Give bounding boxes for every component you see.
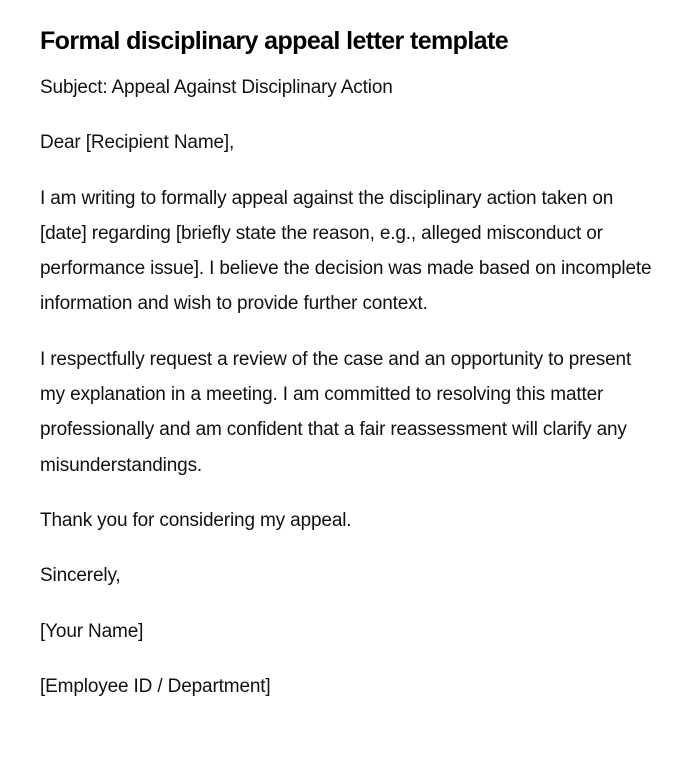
body-paragraph-1: I am writing to formally appeal against the disciplinary action taken on [date] regarding [briefly state the reason, e.g., alleged misconduct or performance issue]. I believe the decision was made based on incomplete information and wish to provide further context. [40,187,652,315]
signature-detail: [Employee ID / Department] [40,675,271,697]
salutation: Dear [Recipient Name], [40,132,235,154]
signature-name: [Your Name] [40,620,144,642]
subject-line: Subject: Appeal Against Disciplinary Action [40,77,393,98]
closing: Sincerely, [40,565,121,587]
document-title: Formal disciplinary appeal letter template [40,27,509,55]
body-paragraph-3: Thank you for considering my appeal. [40,509,352,531]
body-paragraph-2: I respectfully request a review of the case and an opportunity to present my explanation in a meeting. I am committed to resolving this matter professionally and am confident that a fair reassessment will clarify any misunderstandings. [40,348,632,476]
